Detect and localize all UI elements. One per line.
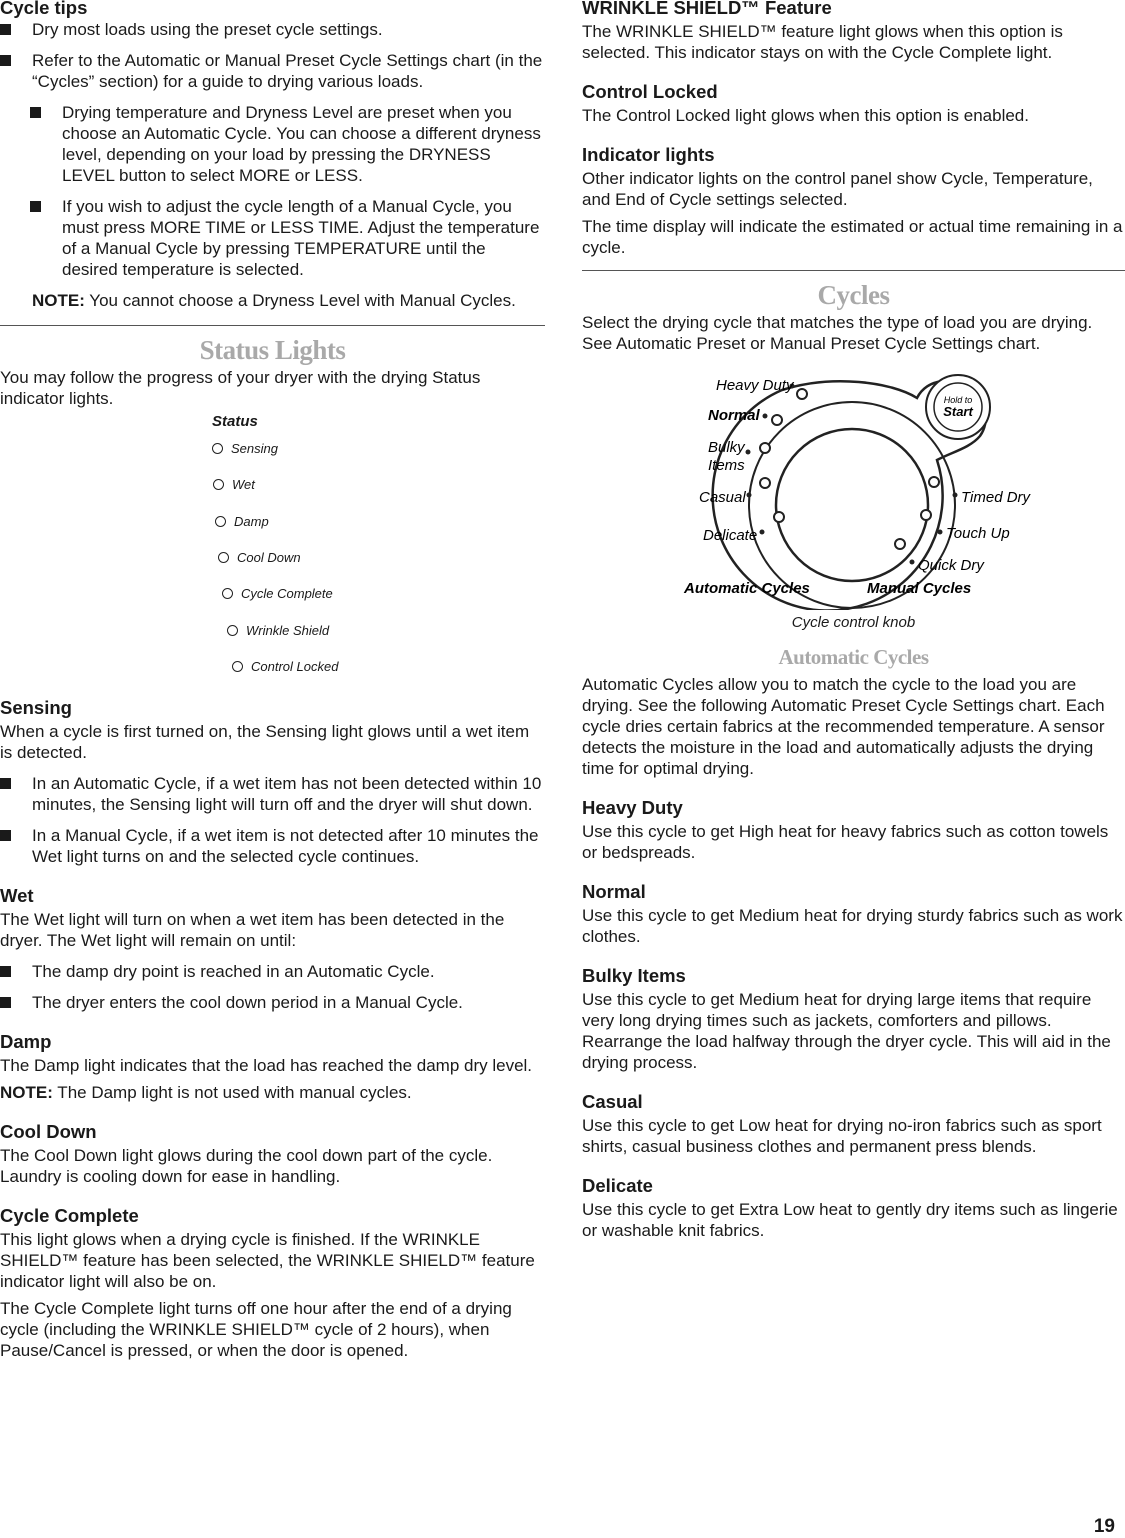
list-item: Dry most loads using the preset cycle settings.	[0, 19, 545, 40]
status-intro: You may follow the progress of your dryer with the drying Status indicator lights.	[0, 368, 481, 408]
knob-label-delicate: Delicate	[703, 527, 758, 544]
cycle-tips-note	[0, 290, 545, 311]
heavy-duty-heading: Heavy Duty	[582, 797, 683, 818]
normal-heading: Normal	[582, 881, 646, 902]
knob-mark-icon	[929, 477, 939, 487]
status-panel-title: Status	[212, 413, 258, 430]
knob-mark-icon	[772, 415, 782, 425]
indicator-light-icon	[232, 661, 243, 672]
status-indicator-cool-down: Cool Down	[218, 550, 301, 565]
cycle-complete-heading: Cycle Complete	[0, 1205, 139, 1226]
list-item: If you wish to adjust the cycle length of a Manual Cycle, you must press MORE TIME or LESS TIME. Adjust the temperature of a Manual Cycle by pressing TEMPERATURE until the desired temperature is selected.	[30, 196, 545, 280]
status-indicator-damp: Damp	[215, 514, 269, 529]
sensing-text: When a cycle is first turned on, the Sensing light glows until a wet item is detected.	[0, 722, 530, 762]
note-label: NOTE:	[0, 1083, 53, 1102]
list-item: Refer to the Automatic or Manual Preset Cycle Settings chart (in the “Cycles” section) for a guide to drying various loads.	[0, 50, 545, 92]
cycle-control-knob-illustration	[582, 360, 1125, 610]
list-item: In a Manual Cycle, if a wet item is not detected after 10 minutes the Wet light turns on and the selected cycle continues.	[0, 825, 545, 867]
knob-label-casual: Casual	[699, 489, 746, 506]
wrinkle-shield-text: The WRINKLE SHIELD™ feature light glows when this option is selected. This indicator stays on with the Cycle Complete light.	[582, 22, 1063, 62]
note-text: The Damp light is not used with manual cycles.	[52, 1083, 412, 1102]
knob-mark-icon	[760, 478, 770, 488]
bulky-items-text: Use this cycle to get Medium heat for drying large items that require very long drying times such as jackets, comforters and pillows. Rearrange the load halfway through the dryer cycle. This will aid in the drying process.	[582, 990, 1111, 1072]
list-item: Drying temperature and Dryness Level are preset when you choose an Automatic Cycle. You can choose a different dryness level, depending on your load by pressing the DRYNESS LEVEL button to select MORE or LESS.	[30, 102, 545, 186]
note-label: NOTE:	[32, 291, 85, 310]
cool-down-text: The Cool Down light glows during the cool down part of the cycle. Laundry is cooling down for ease in handling.	[0, 1146, 493, 1186]
list-item: In an Automatic Cycle, if a wet item has not been detected within 10 minutes, the Sensing light will turn off and the dryer will shut down.	[0, 773, 545, 815]
knob-label-touch-up: Touch Up	[946, 525, 1010, 542]
knob-label-automatic-cycles: Automatic Cycles	[684, 580, 810, 597]
knob-mark-icon	[921, 510, 931, 520]
status-indicator-wrinkle-shield: Wrinkle Shield	[227, 623, 329, 638]
cycle-tips-heading: Cycle tips	[0, 0, 88, 18]
knob-label-quick-dry: Quick Dry	[918, 557, 984, 574]
automatic-cycles-text: Automatic Cycles allow you to match the cycle to the load you are drying. See the following Automatic Preset Cycle Settings chart. Each cycle dries certain fabrics at the recommended temperature. A sensor detects the moisture in the load and automatically adjusts the drying time for optimal drying.	[582, 675, 1105, 778]
knob-label-bulky: Bulky	[708, 439, 745, 456]
status-indicator-control-locked: Control Locked	[232, 659, 338, 674]
cool-down-heading: Cool Down	[0, 1121, 97, 1142]
knob-label-heavy-duty: Heavy Duty	[716, 377, 794, 394]
knob-mark-icon	[895, 539, 905, 549]
indicator-lights-text-1: Other indicator lights on the control panel show Cycle, Temperature, and End of Cycle settings selected.	[582, 169, 1093, 209]
sensing-heading: Sensing	[0, 697, 72, 718]
status-lights-title: Status Lights	[199, 335, 346, 365]
status-panel-illustration	[0, 413, 545, 691]
heavy-duty-text: Use this cycle to get High heat for heavy fabrics such as cotton towels or bedspreads.	[582, 822, 1109, 862]
indicator-light-icon	[213, 479, 224, 490]
page-number: 19	[1093, 1516, 1115, 1537]
knob-label-items: Items	[708, 457, 745, 474]
knob-caption: Cycle control knob	[791, 614, 916, 631]
cycle-complete-text-2: The Cycle Complete light turns off one hour after the end of a drying cycle (including the WRINKLE SHIELD™ cycle of 2 hours), when Pause/Cancel is pressed, or when the door is opened.	[0, 1299, 512, 1360]
control-locked-text: The Control Locked light glows when this option is enabled.	[582, 106, 1029, 125]
cycle-complete-text-1: This light glows when a drying cycle is finished. If the WRINKLE SHIELD™ feature has been selected, the WRINKLE SHIELD™ feature indicator light will also be on.	[0, 1230, 535, 1291]
status-indicator-wet: Wet	[213, 477, 255, 492]
delicate-text: Use this cycle to get Extra Low heat to gently dry items such as lingerie or washable knit fabrics.	[582, 1200, 1118, 1240]
cycle-knob-svg	[582, 360, 1125, 610]
knob-mark-icon	[760, 443, 770, 453]
damp-note	[0, 1082, 545, 1103]
section-divider	[0, 325, 545, 326]
right-column	[582, 0, 1125, 1241]
wet-heading: Wet	[0, 885, 34, 906]
indicator-lights-heading: Indicator lights	[582, 144, 715, 165]
indicator-light-icon	[215, 516, 226, 527]
status-indicator-sensing: Sensing	[212, 441, 278, 456]
knob-dial-icon	[776, 429, 928, 581]
automatic-cycles-title: Automatic Cycles	[778, 645, 929, 669]
left-column	[0, 0, 545, 1361]
knob-label-timed-dry: Timed Dry	[961, 489, 1031, 506]
control-locked-heading: Control Locked	[582, 81, 718, 102]
start-label: Start	[943, 404, 973, 419]
knob-mark-icon	[797, 389, 807, 399]
cycles-title: Cycles	[817, 280, 890, 310]
knob-label-normal: Normal	[708, 407, 760, 424]
section-divider	[582, 270, 1125, 271]
cycles-intro: Select the drying cycle that matches the type of load you are drying. See Automatic Preset or Manual Preset Cycle Settings chart.	[582, 313, 1093, 353]
wrinkle-shield-heading: WRINKLE SHIELD™ Feature	[582, 0, 832, 18]
hold-to-label: Hold to	[943, 395, 973, 405]
indicator-light-icon	[227, 625, 238, 636]
knob-mark-icon	[774, 512, 784, 522]
knob-label-manual-cycles: Manual Cycles	[867, 580, 972, 597]
status-indicator-cycle-complete: Cycle Complete	[222, 586, 333, 601]
delicate-heading: Delicate	[582, 1175, 653, 1196]
indicator-lights-text-2: The time display will indicate the estimated or actual time remaining in a cycle.	[582, 217, 1123, 257]
list-item: The dryer enters the cool down period in a Manual Cycle.	[0, 992, 545, 1013]
indicator-light-icon	[222, 588, 233, 599]
damp-text: The Damp light indicates that the load has reached the damp dry level.	[0, 1056, 533, 1075]
indicator-light-icon	[218, 552, 229, 563]
bulky-items-heading: Bulky Items	[582, 965, 686, 986]
wet-text: The Wet light will turn on when a wet item has been detected in the dryer. The Wet light will remain on until:	[0, 910, 505, 950]
list-item: The damp dry point is reached in an Automatic Cycle.	[0, 961, 545, 982]
indicator-light-icon	[212, 443, 223, 454]
casual-heading: Casual	[582, 1091, 643, 1112]
damp-heading: Damp	[0, 1031, 52, 1052]
normal-text: Use this cycle to get Medium heat for drying sturdy fabrics such as work clothes.	[582, 906, 1123, 946]
note-text: You cannot choose a Dryness Level with Manual Cycles.	[84, 291, 516, 310]
casual-text: Use this cycle to get Low heat for drying no-iron fabrics such as sport shirts, casual business clothes and permanent press blends.	[582, 1116, 1102, 1156]
